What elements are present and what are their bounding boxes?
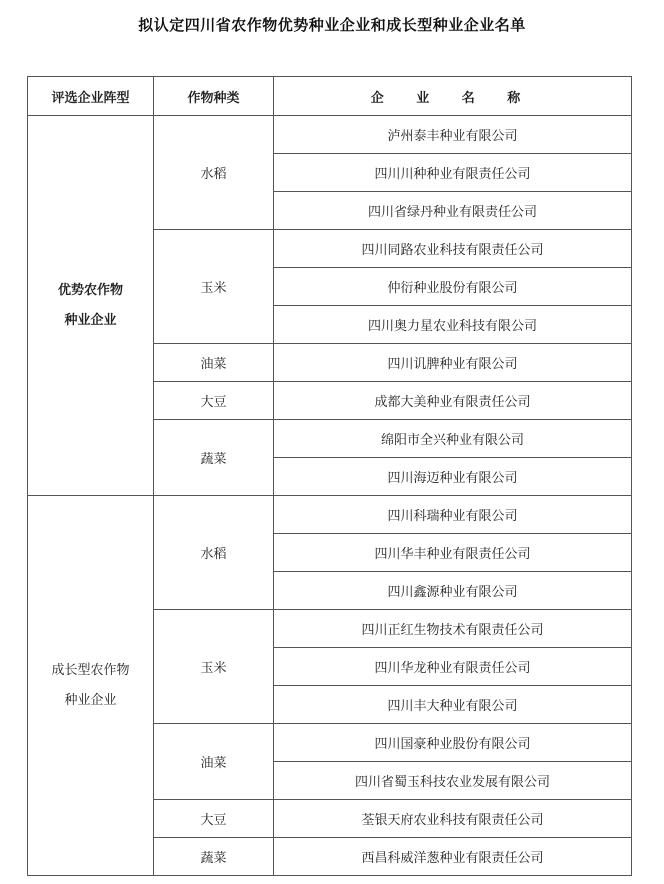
header-crop: 作物种类 xyxy=(154,77,274,116)
table-row xyxy=(28,496,632,534)
crop-type-cell: 水稻 xyxy=(154,496,274,610)
company-name-cell: 四川同路农业科技有限责任公司 xyxy=(274,230,632,268)
enterprise-type-cell xyxy=(28,116,154,496)
company-name-cell: 四川川种种业有限责任公司 xyxy=(274,154,632,192)
company-name-cell: 四川鑫源种业有限公司 xyxy=(274,572,632,610)
crop-type-cell: 大豆 xyxy=(154,800,274,838)
crop-type-cell: 油菜 xyxy=(154,344,274,382)
company-name-cell: 成都大美种业有限责任公司 xyxy=(274,382,632,420)
company-name-cell: 仲衍种业股份有限公司 xyxy=(274,268,632,306)
enterprise-type-line1: 成长型农作物 xyxy=(51,662,130,678)
enterprise-type-line2: 种业企业 xyxy=(64,312,117,328)
crop-type-cell: 蔬菜 xyxy=(154,838,274,876)
company-name-cell: 四川省蜀玉科技农业发展有限公司 xyxy=(274,762,632,800)
company-name-cell: 荃银天府农业科技有限责任公司 xyxy=(274,800,632,838)
crop-type-cell: 玉米 xyxy=(154,230,274,344)
company-list-table xyxy=(27,76,632,876)
table-header-row xyxy=(28,77,632,116)
company-name-cell: 四川海迈种业有限公司 xyxy=(274,458,632,496)
company-name-cell: 四川华龙种业有限责任公司 xyxy=(274,648,632,686)
crop-type-cell: 蔬菜 xyxy=(154,420,274,496)
crop-type-cell: 水稻 xyxy=(154,116,274,230)
company-name-cell: 四川丰大种业有限公司 xyxy=(274,686,632,724)
crop-type-cell: 油菜 xyxy=(154,724,274,800)
company-name-cell: 四川正红生物技术有限责任公司 xyxy=(274,610,632,648)
crop-type-cell: 玉米 xyxy=(154,610,274,724)
enterprise-type-cell xyxy=(28,496,154,876)
company-name-cell: 四川科瑞种业有限公司 xyxy=(274,496,632,534)
enterprise-type-line1: 优势农作物 xyxy=(57,282,123,298)
crop-type-cell: 大豆 xyxy=(154,382,274,420)
company-name-cell: 西昌科威洋葱种业有限责任公司 xyxy=(274,838,632,876)
page-title: 拟认定四川省农作物优势种业企业和成长型种业企业名单 xyxy=(138,16,526,34)
company-name-cell: 四川讥脾种业有限公司 xyxy=(274,344,632,382)
company-name-cell: 绵阳市全兴种业有限公司 xyxy=(274,420,632,458)
company-name-cell: 四川国豪种业股份有限公司 xyxy=(274,724,632,762)
enterprise-type-line2: 种业企业 xyxy=(64,692,117,708)
header-company-name: 企 业 名 称 xyxy=(274,77,632,116)
header-type: 评选企业阵型 xyxy=(28,77,154,116)
table-body xyxy=(28,116,632,876)
company-name-cell: 四川奥力星农业科技有限公司 xyxy=(274,306,632,344)
company-name-cell: 四川华丰种业有限责任公司 xyxy=(274,534,632,572)
company-name-cell: 四川省绿丹种业有限责任公司 xyxy=(274,192,632,230)
company-name-cell: 泸州泰丰种业有限公司 xyxy=(274,116,632,154)
table-row xyxy=(28,116,632,154)
